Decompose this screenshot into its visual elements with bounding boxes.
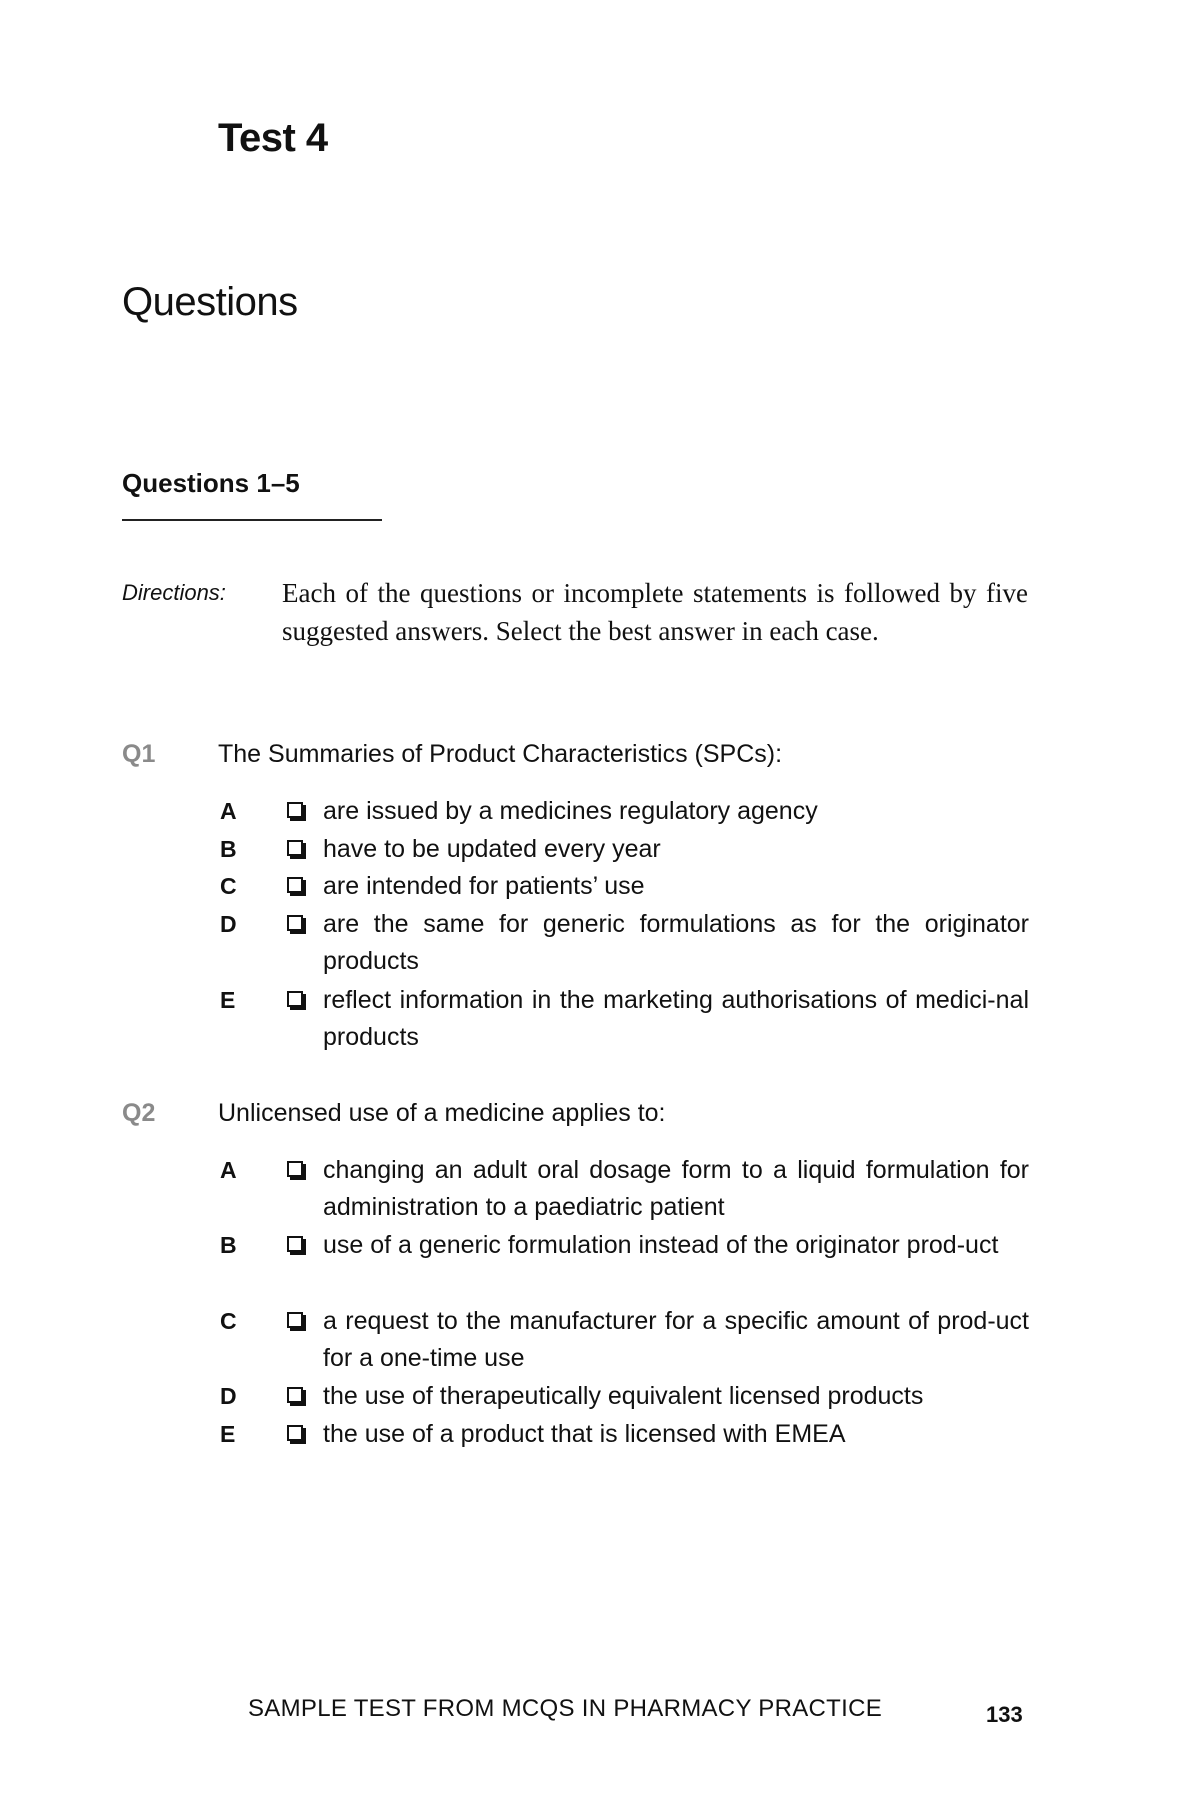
option-letter: E [220, 987, 236, 1013]
directions-text: Each of the questions or incomplete statements is followed by five suggested answers. Select the best answer in each case. [282, 578, 1028, 646]
heading-underline [122, 519, 382, 521]
empty-checkbox-icon[interactable] [287, 1312, 303, 1328]
option-letter: B [220, 836, 237, 862]
test-title: Test 4 [218, 116, 328, 160]
page-number: 133 [986, 1702, 1023, 1727]
option-text: a request to the manufacturer for a specific amount of prod-uct for a one-time use [323, 1307, 1029, 1372]
empty-checkbox-icon[interactable] [287, 877, 303, 893]
option-letter: E [220, 1421, 236, 1447]
option-text: reflect information in the marketing authorisations of medici-nal products [323, 986, 1029, 1051]
empty-checkbox-icon[interactable] [287, 1161, 303, 1177]
option-text: the use of therapeutically equivalent licensed products [323, 1382, 924, 1410]
question-stem: The Summaries of Product Characteristics (SPCs): [218, 740, 783, 768]
option-letter: C [220, 873, 237, 899]
option-text: are issued by a medicines regulatory agency [323, 797, 818, 825]
question-number: Q1 [122, 740, 156, 768]
empty-checkbox-icon[interactable] [287, 1425, 303, 1441]
running-footer: SAMPLE TEST FROM MCQS IN PHARMACY PRACTICE [248, 1695, 883, 1722]
empty-checkbox-icon[interactable] [287, 991, 303, 1007]
option-letter: C [220, 1308, 237, 1334]
option-text: are intended for patients’ use [323, 872, 645, 900]
option-letter: D [220, 911, 237, 937]
option-text: changing an adult oral dosage form to a liquid formulation for administration to a paediatric patient [323, 1156, 1029, 1221]
question-stem: Unlicensed use of a medicine applies to: [218, 1099, 666, 1127]
empty-checkbox-icon[interactable] [287, 802, 303, 818]
option-text: the use of a product that is licensed with EMEA [323, 1420, 846, 1448]
empty-checkbox-icon[interactable] [287, 915, 303, 931]
option-letter: B [220, 1232, 237, 1258]
empty-checkbox-icon[interactable] [287, 1236, 303, 1252]
option-letter: D [220, 1383, 237, 1409]
empty-checkbox-icon[interactable] [287, 840, 303, 856]
question-number: Q2 [122, 1099, 156, 1127]
option-text: have to be updated every year [323, 835, 661, 863]
option-text: are the same for generic formulations as for the originator products [323, 910, 1029, 975]
option-text: use of a generic formulation instead of the originator prod-uct [323, 1231, 999, 1259]
question-group-heading: Questions 1–5 [122, 468, 300, 498]
option-letter: A [220, 1157, 237, 1183]
directions-label: Directions: [122, 580, 226, 605]
section-title: Questions [122, 280, 298, 324]
empty-checkbox-icon[interactable] [287, 1387, 303, 1403]
option-letter: A [220, 798, 237, 824]
